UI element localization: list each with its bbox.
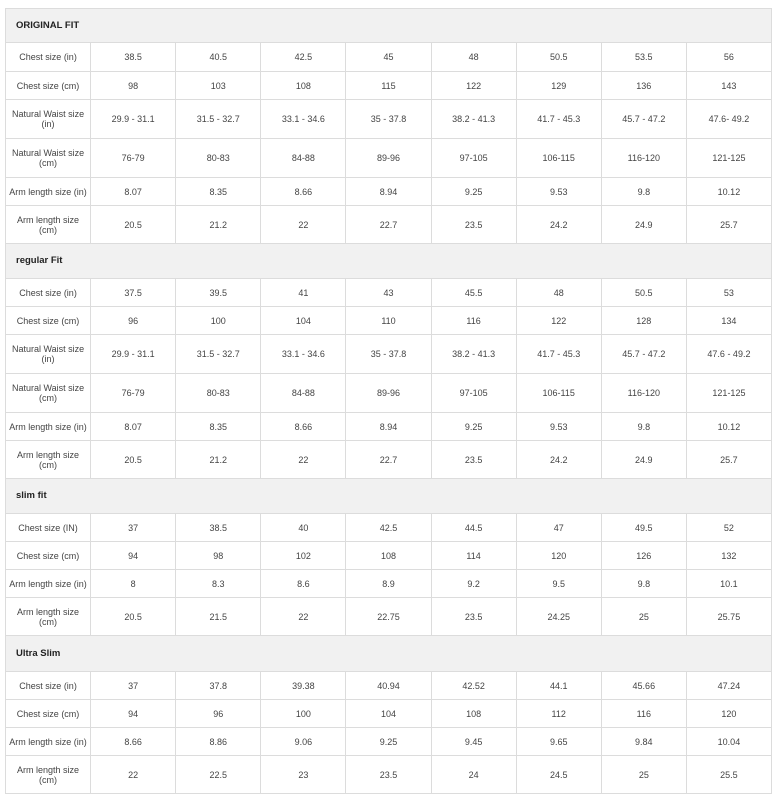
size-value-cell: 37.8: [176, 672, 261, 700]
size-value-cell: 9.8: [601, 413, 686, 441]
size-value-cell: 108: [431, 700, 516, 728]
size-value-cell: 9.8: [601, 570, 686, 598]
size-value-cell: 9.65: [516, 728, 601, 756]
size-value-cell: 9.84: [601, 728, 686, 756]
size-value-cell: 24: [431, 756, 516, 794]
size-value-cell: 96: [91, 307, 176, 335]
size-value-cell: 45.5: [431, 279, 516, 307]
size-value-cell: 25.5: [686, 756, 771, 794]
size-value-cell: 24.25: [516, 598, 601, 636]
table-row: [6, 514, 772, 542]
size-value-cell: 22: [261, 441, 346, 479]
size-value-cell: 116: [601, 700, 686, 728]
size-value-cell: 47: [516, 514, 601, 542]
size-value-cell: 9.5: [516, 570, 601, 598]
size-value-cell: 50.5: [516, 43, 601, 72]
size-value-cell: 106-115: [516, 139, 601, 178]
size-value-cell: 112: [516, 700, 601, 728]
row-label: Chest size (in): [6, 43, 91, 72]
size-value-cell: 8.6: [261, 570, 346, 598]
size-value-cell: 121-125: [686, 374, 771, 413]
size-value-cell: 129: [516, 72, 601, 100]
size-value-cell: 132: [686, 542, 771, 570]
size-value-cell: 115: [346, 72, 431, 100]
size-value-cell: 43: [346, 279, 431, 307]
size-value-cell: 96: [176, 700, 261, 728]
row-label: Arm length size (in): [6, 178, 91, 206]
size-value-cell: 8.86: [176, 728, 261, 756]
size-chart-body: [6, 9, 772, 794]
size-value-cell: 39.5: [176, 279, 261, 307]
size-value-cell: 20.5: [91, 206, 176, 244]
size-value-cell: 40: [261, 514, 346, 542]
size-value-cell: 25.7: [686, 441, 771, 479]
size-value-cell: 10.1: [686, 570, 771, 598]
size-value-cell: 108: [261, 72, 346, 100]
table-row: [6, 206, 772, 244]
size-value-cell: 23.5: [346, 756, 431, 794]
size-value-cell: 42.5: [261, 43, 346, 72]
size-value-cell: 24.2: [516, 206, 601, 244]
size-value-cell: 24.5: [516, 756, 601, 794]
row-label: Natural Waist size (in): [6, 335, 91, 374]
size-value-cell: 8.07: [91, 413, 176, 441]
size-value-cell: 45.7 - 47.2: [601, 100, 686, 139]
size-value-cell: 24.2: [516, 441, 601, 479]
size-value-cell: 120: [686, 700, 771, 728]
size-value-cell: 47.6 - 49.2: [686, 335, 771, 374]
size-value-cell: 8: [91, 570, 176, 598]
size-value-cell: 84-88: [261, 139, 346, 178]
table-row: [6, 570, 772, 598]
size-value-cell: 29.9 - 31.1: [91, 100, 176, 139]
size-value-cell: 116-120: [601, 139, 686, 178]
section-header-row: [6, 636, 772, 672]
size-value-cell: 40.5: [176, 43, 261, 72]
size-value-cell: 22.7: [346, 206, 431, 244]
size-value-cell: 33.1 - 34.6: [261, 100, 346, 139]
row-label: Natural Waist size (cm): [6, 139, 91, 178]
size-value-cell: 38.5: [91, 43, 176, 72]
size-value-cell: 37: [91, 672, 176, 700]
table-row: [6, 43, 772, 72]
table-row: [6, 100, 772, 139]
table-row: [6, 72, 772, 100]
size-value-cell: 20.5: [91, 598, 176, 636]
size-value-cell: 45: [346, 43, 431, 72]
size-value-cell: 41.7 - 45.3: [516, 335, 601, 374]
size-value-cell: 10.12: [686, 413, 771, 441]
size-value-cell: 9.53: [516, 413, 601, 441]
size-value-cell: 52: [686, 514, 771, 542]
table-row: [6, 307, 772, 335]
section-header-row: [6, 9, 772, 43]
size-value-cell: 8.07: [91, 178, 176, 206]
row-label: Chest size (cm): [6, 700, 91, 728]
size-value-cell: 116-120: [601, 374, 686, 413]
size-value-cell: 9.25: [431, 178, 516, 206]
size-value-cell: 23.5: [431, 441, 516, 479]
size-value-cell: 9.06: [261, 728, 346, 756]
size-value-cell: 126: [601, 542, 686, 570]
size-value-cell: 110: [346, 307, 431, 335]
size-value-cell: 25.75: [686, 598, 771, 636]
size-value-cell: 38.5: [176, 514, 261, 542]
size-value-cell: 23: [261, 756, 346, 794]
row-label: Chest size (in): [6, 279, 91, 307]
row-label: Arm length size (in): [6, 570, 91, 598]
size-value-cell: 53.5: [601, 43, 686, 72]
size-value-cell: 8.35: [176, 413, 261, 441]
size-value-cell: 33.1 - 34.6: [261, 335, 346, 374]
size-value-cell: 25: [601, 756, 686, 794]
size-value-cell: 97-105: [431, 139, 516, 178]
row-label: Arm length size (cm): [6, 598, 91, 636]
size-value-cell: 20.5: [91, 441, 176, 479]
size-value-cell: 102: [261, 542, 346, 570]
table-row: [6, 700, 772, 728]
size-value-cell: 94: [91, 700, 176, 728]
size-value-cell: 104: [261, 307, 346, 335]
size-value-cell: 8.66: [261, 178, 346, 206]
size-value-cell: 38.2 - 41.3: [431, 100, 516, 139]
size-value-cell: 45.66: [601, 672, 686, 700]
size-value-cell: 100: [176, 307, 261, 335]
size-value-cell: 9.45: [431, 728, 516, 756]
size-value-cell: 23.5: [431, 206, 516, 244]
size-value-cell: 35 - 37.8: [346, 100, 431, 139]
size-value-cell: 97-105: [431, 374, 516, 413]
section-header-row: [6, 244, 772, 279]
size-value-cell: 84-88: [261, 374, 346, 413]
row-label: Chest size (cm): [6, 307, 91, 335]
row-label: Arm length size (in): [6, 728, 91, 756]
size-value-cell: 24.9: [601, 206, 686, 244]
row-label: Chest size (cm): [6, 72, 91, 100]
size-value-cell: 31.5 - 32.7: [176, 335, 261, 374]
size-value-cell: 9.25: [346, 728, 431, 756]
size-value-cell: 45.7 - 47.2: [601, 335, 686, 374]
size-chart-table: [5, 8, 772, 794]
size-value-cell: 143: [686, 72, 771, 100]
size-value-cell: 22.7: [346, 441, 431, 479]
section-title: slim fit: [6, 479, 772, 514]
section-title: regular Fit: [6, 244, 772, 279]
size-value-cell: 56: [686, 43, 771, 72]
size-value-cell: 25.7: [686, 206, 771, 244]
size-value-cell: 106-115: [516, 374, 601, 413]
table-row: [6, 441, 772, 479]
size-value-cell: 48: [431, 43, 516, 72]
size-value-cell: 50.5: [601, 279, 686, 307]
table-row: [6, 598, 772, 636]
size-value-cell: 21.2: [176, 441, 261, 479]
size-value-cell: 10.04: [686, 728, 771, 756]
size-value-cell: 9.8: [601, 178, 686, 206]
size-value-cell: 76-79: [91, 139, 176, 178]
row-label: Natural Waist size (in): [6, 100, 91, 139]
size-value-cell: 98: [176, 542, 261, 570]
size-value-cell: 29.9 - 31.1: [91, 335, 176, 374]
section-title: ORIGINAL FIT: [6, 9, 772, 43]
size-value-cell: 76-79: [91, 374, 176, 413]
table-row: [6, 178, 772, 206]
size-value-cell: 39.38: [261, 672, 346, 700]
size-value-cell: 24.9: [601, 441, 686, 479]
size-value-cell: 38.2 - 41.3: [431, 335, 516, 374]
row-label: Arm length size (cm): [6, 206, 91, 244]
size-value-cell: 80-83: [176, 374, 261, 413]
size-value-cell: 98: [91, 72, 176, 100]
table-row: [6, 279, 772, 307]
size-value-cell: 10.12: [686, 178, 771, 206]
size-value-cell: 94: [91, 542, 176, 570]
size-value-cell: 80-83: [176, 139, 261, 178]
size-value-cell: 48: [516, 279, 601, 307]
size-value-cell: 9.25: [431, 413, 516, 441]
size-value-cell: 42.5: [346, 514, 431, 542]
size-value-cell: 37: [91, 514, 176, 542]
section-title: Ultra Slim: [6, 636, 772, 672]
size-value-cell: 47.24: [686, 672, 771, 700]
size-value-cell: 122: [431, 72, 516, 100]
table-row: [6, 139, 772, 178]
size-value-cell: 108: [346, 542, 431, 570]
size-value-cell: 8.9: [346, 570, 431, 598]
size-value-cell: 8.3: [176, 570, 261, 598]
size-value-cell: 22: [261, 598, 346, 636]
table-row: [6, 756, 772, 794]
size-value-cell: 22.5: [176, 756, 261, 794]
size-value-cell: 136: [601, 72, 686, 100]
table-row: [6, 542, 772, 570]
size-value-cell: 35 - 37.8: [346, 335, 431, 374]
size-value-cell: 49.5: [601, 514, 686, 542]
size-value-cell: 8.66: [261, 413, 346, 441]
row-label: Chest size (in): [6, 672, 91, 700]
size-value-cell: 25: [601, 598, 686, 636]
size-value-cell: 104: [346, 700, 431, 728]
size-value-cell: 134: [686, 307, 771, 335]
size-value-cell: 23.5: [431, 598, 516, 636]
row-label: Arm length size (cm): [6, 756, 91, 794]
table-row: [6, 335, 772, 374]
table-row: [6, 672, 772, 700]
size-value-cell: 31.5 - 32.7: [176, 100, 261, 139]
table-row: [6, 413, 772, 441]
size-value-cell: 41.7 - 45.3: [516, 100, 601, 139]
size-value-cell: 103: [176, 72, 261, 100]
size-value-cell: 22: [91, 756, 176, 794]
size-value-cell: 41: [261, 279, 346, 307]
size-value-cell: 21.2: [176, 206, 261, 244]
size-value-cell: 120: [516, 542, 601, 570]
size-value-cell: 22: [261, 206, 346, 244]
size-value-cell: 22.75: [346, 598, 431, 636]
size-value-cell: 42.52: [431, 672, 516, 700]
size-value-cell: 122: [516, 307, 601, 335]
row-label: Chest size (IN): [6, 514, 91, 542]
size-value-cell: 8.94: [346, 178, 431, 206]
row-label: Natural Waist size (cm): [6, 374, 91, 413]
size-value-cell: 37.5: [91, 279, 176, 307]
size-value-cell: 40.94: [346, 672, 431, 700]
table-row: [6, 728, 772, 756]
size-value-cell: 47.6- 49.2: [686, 100, 771, 139]
row-label: Arm length size (in): [6, 413, 91, 441]
size-value-cell: 128: [601, 307, 686, 335]
size-value-cell: 121-125: [686, 139, 771, 178]
size-value-cell: 21.5: [176, 598, 261, 636]
size-value-cell: 9.2: [431, 570, 516, 598]
size-value-cell: 8.94: [346, 413, 431, 441]
size-value-cell: 44.1: [516, 672, 601, 700]
size-value-cell: 9.53: [516, 178, 601, 206]
size-value-cell: 8.66: [91, 728, 176, 756]
section-header-row: [6, 479, 772, 514]
table-row: [6, 374, 772, 413]
size-value-cell: 8.35: [176, 178, 261, 206]
size-value-cell: 53: [686, 279, 771, 307]
size-value-cell: 116: [431, 307, 516, 335]
size-value-cell: 114: [431, 542, 516, 570]
size-value-cell: 100: [261, 700, 346, 728]
size-value-cell: 89-96: [346, 374, 431, 413]
row-label: Arm length size (cm): [6, 441, 91, 479]
row-label: Chest size (cm): [6, 542, 91, 570]
size-value-cell: 44.5: [431, 514, 516, 542]
size-value-cell: 89-96: [346, 139, 431, 178]
